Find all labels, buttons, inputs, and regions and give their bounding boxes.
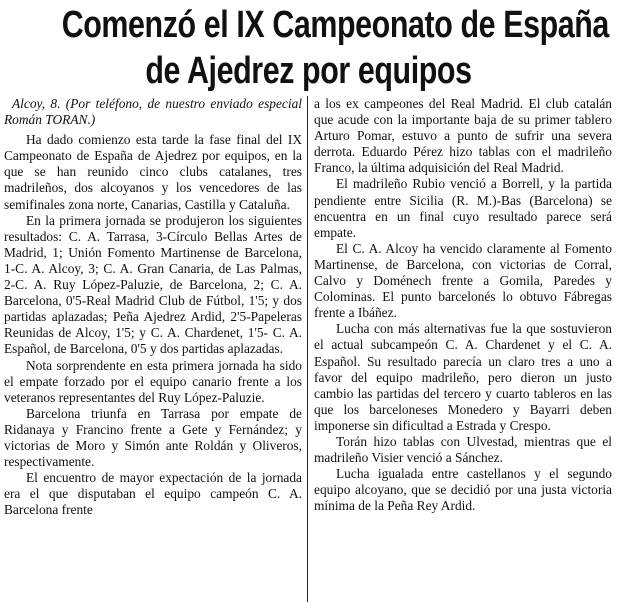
headline-line-2: de Ajedrez por equipos: [145, 50, 472, 92]
paragraph: En la primera jornada se produjeron los siguientes resultados: C. A. Tarrasa, 3-Círculo Bellas Artes de Madrid, 1; Unión Fomento Martinense de Barcelona, 1-C. A. Alcoy, 3; C. A. Gran Canaria, de Las Palmas, 2-C. A. Ruy López-Paluzie, de Barcelona, 2; C. A. Barcelona, 0'5-Real Madrid Club de Fútbol, 1'5; y dos partidas aplazadas; Peña Ajedrez Ardid, 2'5-Papeleras Reunidas de Alcoy, 1'5; y C. A. Chardenet, 1'5- C. A. Español, de Barcelona, 0'5 y dos partidas aplazadas.: [4, 212, 302, 357]
dateline: Alcoy, 8. (Por teléfono, de nuestro enviado especial Román TORAN.): [4, 96, 302, 128]
paragraph: Ha dado comienzo esta tarde la fase final del IX Campeonato de España de Ajedrez por equipos, en la que se han reunido cinco clubs catalanes, tres madrileños, dos alcoyanos y los vencedores de las semifinales zona norte, Canarias, Castilla y Cataluña.: [4, 132, 302, 212]
left-column: [4, 96, 302, 602]
paragraph: El encuentro de mayor expectación de la jornada era el que disputaban el equipo campeón C. A. Barcelona frente: [4, 470, 302, 518]
paragraph: Lucha con más alternativas fue la que sostuvieron el actual subcampeón C. A. Chardenet y el C. A. Español. Su resultado parecía un claro tres a uno a favor del equipo madrileño, pero dieron un justo cambio las partidas del tercero y cuarto tableros en las que los barceloneses Monedero y Bayarri deben imponerse sin dificultad a Estrada y Crespo.: [314, 321, 612, 433]
paragraph: El madrileño Rubio venció a Borrell, y la partida pendiente entre Sicilia (R. M.)-Bas (Barcelona) se encuentra en un final cuyo resultado parece será empate.: [314, 176, 612, 240]
headline-line-1: Comenzó el IX Campeonato de España: [61, 4, 609, 46]
paragraph: El C. A. Alcoy ha vencido claramente al Fomento Martinense, de Barcelona, con victorias de Corral, Calvo y Doménech frente a Gomila, Paredes y Colominas. El punto barcelonés lo obtuvo Fábregas frente a Ibáñez.: [314, 240, 612, 321]
column-divider: [307, 96, 308, 602]
paragraph-continued: a los ex campeones del Real Madrid. El club catalán que acude con la importante baja de su primer tablero Arturo Pomar, estuvo a punto de sufrir una severa derrota. Eduardo Pérez hizo tablas con el madrileño Franco, la última adquisición del Real Madrid.: [314, 96, 612, 176]
right-column: [314, 96, 612, 602]
paragraph: Torán hizo tablas con Ulvestad, mientras que el madrileño Visier venció a Sánchez.: [314, 433, 612, 466]
paragraph: Barcelona triunfa en Tarrasa por empate de Ridanaya y Francino frente a Gete y Fernández; y victorias de Moro y Simón ante Roldán y Oliveros, respectivamente.: [4, 405, 302, 470]
headline: [61, 2, 609, 94]
paragraph: Nota sorprendente en esta primera jornada ha sido el empate forzado por el equipo canario frente a los veteranos representantes del Ruy López-Paluzie.: [4, 357, 302, 405]
paragraph: Lucha igualada entre castellanos y el segundo equipo alcoyano, que se decidió por una justa victoria mínima de la Peña Rey Ardid.: [314, 466, 612, 514]
